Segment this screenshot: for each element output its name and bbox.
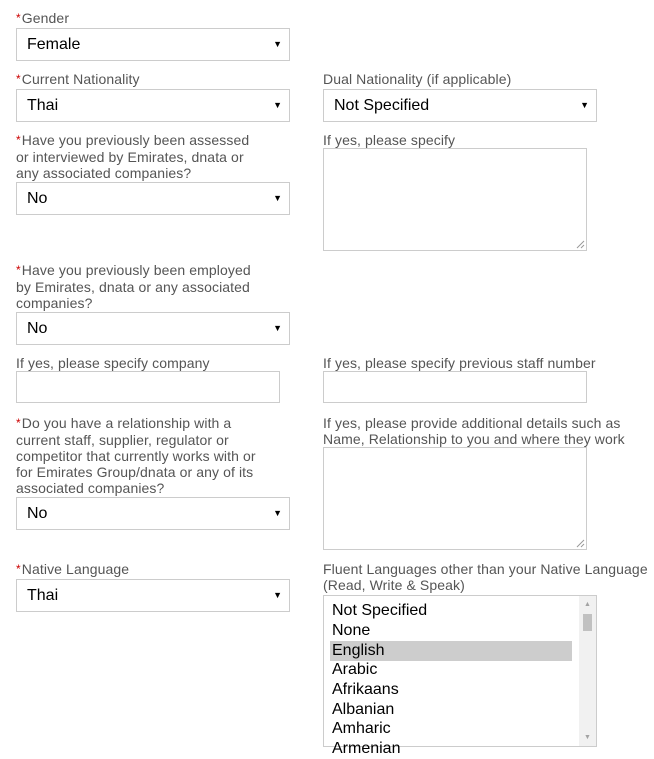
employed-staff-number-label: If yes, please specify previous staff number — [323, 355, 596, 371]
language-option[interactable]: None — [332, 622, 371, 639]
native-language-label: *Native Language — [16, 561, 130, 577]
caret-down-icon: ▼ — [273, 193, 282, 203]
resize-grip-icon[interactable] — [576, 240, 585, 249]
caret-down-icon: ▼ — [580, 100, 589, 110]
assessed-label: *Have you previously been assessed or interviewed by Emirates, dnata or any associated companies? — [16, 132, 250, 181]
relationship-select[interactable]: No ▼ — [16, 497, 290, 530]
employed-select[interactable]: No ▼ — [16, 312, 290, 345]
scroll-down-icon[interactable]: ▼ — [584, 734, 591, 741]
required-mark: * — [16, 11, 21, 25]
language-option-selected[interactable]: English — [330, 641, 572, 661]
language-option[interactable]: Armenian — [332, 740, 401, 757]
employed-staff-number-input[interactable] — [323, 371, 587, 403]
required-mark: * — [16, 416, 21, 430]
assessed-select[interactable]: No ▼ — [16, 182, 290, 215]
assessed-specify-label: If yes, please specify — [323, 132, 456, 148]
required-mark: * — [16, 133, 21, 147]
listbox-scrollbar[interactable] — [579, 596, 596, 746]
caret-down-icon: ▼ — [273, 590, 282, 600]
relationship-label: *Do you have a relationship with a current staff, supplier, regulator or competitor that currently works with or for Emirates Group/dnata or any of its associated companies? — [16, 415, 256, 496]
fluent-languages-label: Fluent Languages other than your Native Language (Read, Write & Speak) — [323, 561, 648, 593]
employed-company-input[interactable] — [16, 371, 280, 403]
native-language-select[interactable]: Thai ▼ — [16, 579, 290, 612]
assessed-specify-textarea[interactable] — [323, 148, 587, 251]
resize-grip-icon[interactable] — [576, 539, 585, 548]
employed-company-label: If yes, please specify company — [16, 355, 210, 371]
caret-down-icon: ▼ — [273, 39, 282, 49]
dual-nationality-select[interactable]: Not Specified ▼ — [323, 89, 597, 122]
language-option[interactable]: Arabic — [332, 661, 378, 678]
scroll-up-icon[interactable]: ▲ — [584, 601, 591, 608]
current-nationality-label: *Current Nationality — [16, 71, 140, 87]
language-option[interactable]: Afrikaans — [332, 681, 399, 698]
language-option[interactable]: Albanian — [332, 701, 395, 718]
relationship-details-textarea[interactable] — [323, 447, 587, 550]
fluent-languages-listbox[interactable] — [323, 595, 597, 757]
language-option[interactable]: Amharic — [332, 720, 391, 737]
dual-nationality-label: Dual Nationality (if applicable) — [323, 71, 512, 87]
required-mark: * — [16, 72, 21, 86]
current-nationality-select[interactable]: Thai ▼ — [16, 89, 290, 122]
gender-select[interactable]: Female ▼ — [16, 28, 290, 61]
scrollbar-thumb[interactable] — [583, 614, 592, 631]
employed-label: *Have you previously been employed by Emirates, dnata or any associated companies? — [16, 262, 251, 311]
relationship-details-label: If yes, please provide additional details such as Name, Relationship to you and where they work — [323, 415, 625, 447]
caret-down-icon: ▼ — [273, 100, 282, 110]
required-mark: * — [16, 562, 21, 576]
caret-down-icon: ▼ — [273, 323, 282, 333]
language-option[interactable]: Not Specified — [332, 602, 428, 619]
caret-down-icon: ▼ — [273, 508, 282, 518]
gender-label: *Gender — [16, 10, 70, 26]
required-mark: * — [16, 263, 21, 277]
